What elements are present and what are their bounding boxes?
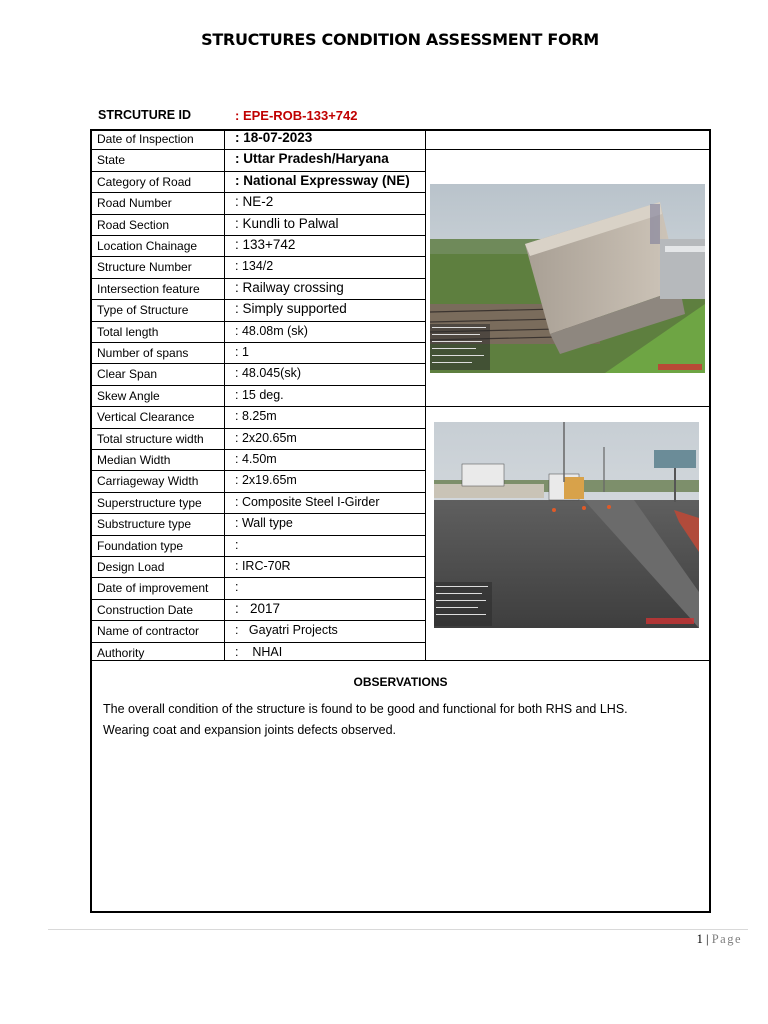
bridge-abutment-illustration bbox=[430, 184, 705, 373]
structure-id-label: STRCUTURE ID bbox=[98, 108, 192, 122]
row-road-section: Road Section : Kundli to Palwal bbox=[92, 215, 425, 236]
form-title: STRUCTURES CONDITION ASSESSMENT FORM bbox=[201, 30, 599, 49]
bridge-abutment-photo bbox=[430, 184, 705, 373]
row-name-of-contractor: Name of contractor : Gayatri Projects bbox=[92, 621, 425, 642]
row-construction-date: Construction Date : 2017 bbox=[92, 600, 425, 621]
row-structure-number: Structure Number : 134/2 bbox=[92, 257, 425, 278]
row-design-load: Design Load : IRC-70R bbox=[92, 557, 425, 578]
footer-separator: | bbox=[706, 932, 709, 946]
photo-cell-divider bbox=[425, 406, 711, 407]
row-median-width: Median Width : 4.50m bbox=[92, 450, 425, 471]
row-substructure-type: Substructure type : Wall type bbox=[92, 514, 425, 535]
page-number: 1 bbox=[696, 932, 703, 946]
row-clear-span: Clear Span : 48.045(sk) bbox=[92, 364, 425, 385]
road-surface-illustration bbox=[434, 422, 699, 628]
observation-line-1: The overall condition of the structure is found to be good and functional for both RHS and LHS. bbox=[103, 702, 628, 716]
page-label: Page bbox=[711, 932, 742, 946]
row-skew-angle: Skew Angle : 15 deg. bbox=[92, 386, 425, 407]
page-footer bbox=[697, 932, 742, 947]
row-category-of-road: Category of Road : National Expressway (NE) bbox=[92, 172, 425, 193]
road-surface-photo bbox=[434, 422, 699, 628]
row-date-of-inspection: Date of Inspection : 18-07-2023 bbox=[92, 129, 709, 150]
row-location-chainage: Location Chainage : 133+742 bbox=[92, 236, 425, 257]
row-superstructure-type: Superstructure type : Composite Steel I-Girder bbox=[92, 493, 425, 514]
row-number-of-spans: Number of spans : 1 bbox=[92, 343, 425, 364]
structure-id-value: : EPE-ROB-133+742 bbox=[235, 108, 358, 123]
inspection-date-value: : 18-07-2023 bbox=[235, 130, 313, 145]
row-state: State : Uttar Pradesh/Haryana bbox=[92, 150, 425, 171]
row-carriageway-width: Carriageway Width : 2x19.65m bbox=[92, 471, 425, 492]
row-road-number: Road Number : NE-2 bbox=[92, 193, 425, 214]
row-date-of-improvement: Date of improvement : bbox=[92, 578, 425, 599]
row-type-of-structure: Type of Structure : Simply supported bbox=[92, 300, 425, 321]
observation-line-2: Wearing coat and expansion joints defects observed. bbox=[103, 723, 397, 737]
row-authority: Authority : NHAI bbox=[97, 644, 283, 660]
row-total-structure-width: Total structure width : 2x20.65m bbox=[92, 429, 425, 450]
footer-rule bbox=[48, 929, 748, 930]
observations-title: OBSERVATIONS bbox=[353, 675, 448, 689]
row-foundation-type: Foundation type : bbox=[92, 536, 425, 557]
row-vertical-clearance: Vertical Clearance : 8.25m bbox=[92, 407, 425, 428]
table-column-divider bbox=[425, 129, 426, 661]
row-intersection-feature: Intersection feature : Railway crossing bbox=[92, 279, 425, 300]
row-total-length: Total length : 48.08m (sk) bbox=[92, 322, 425, 343]
